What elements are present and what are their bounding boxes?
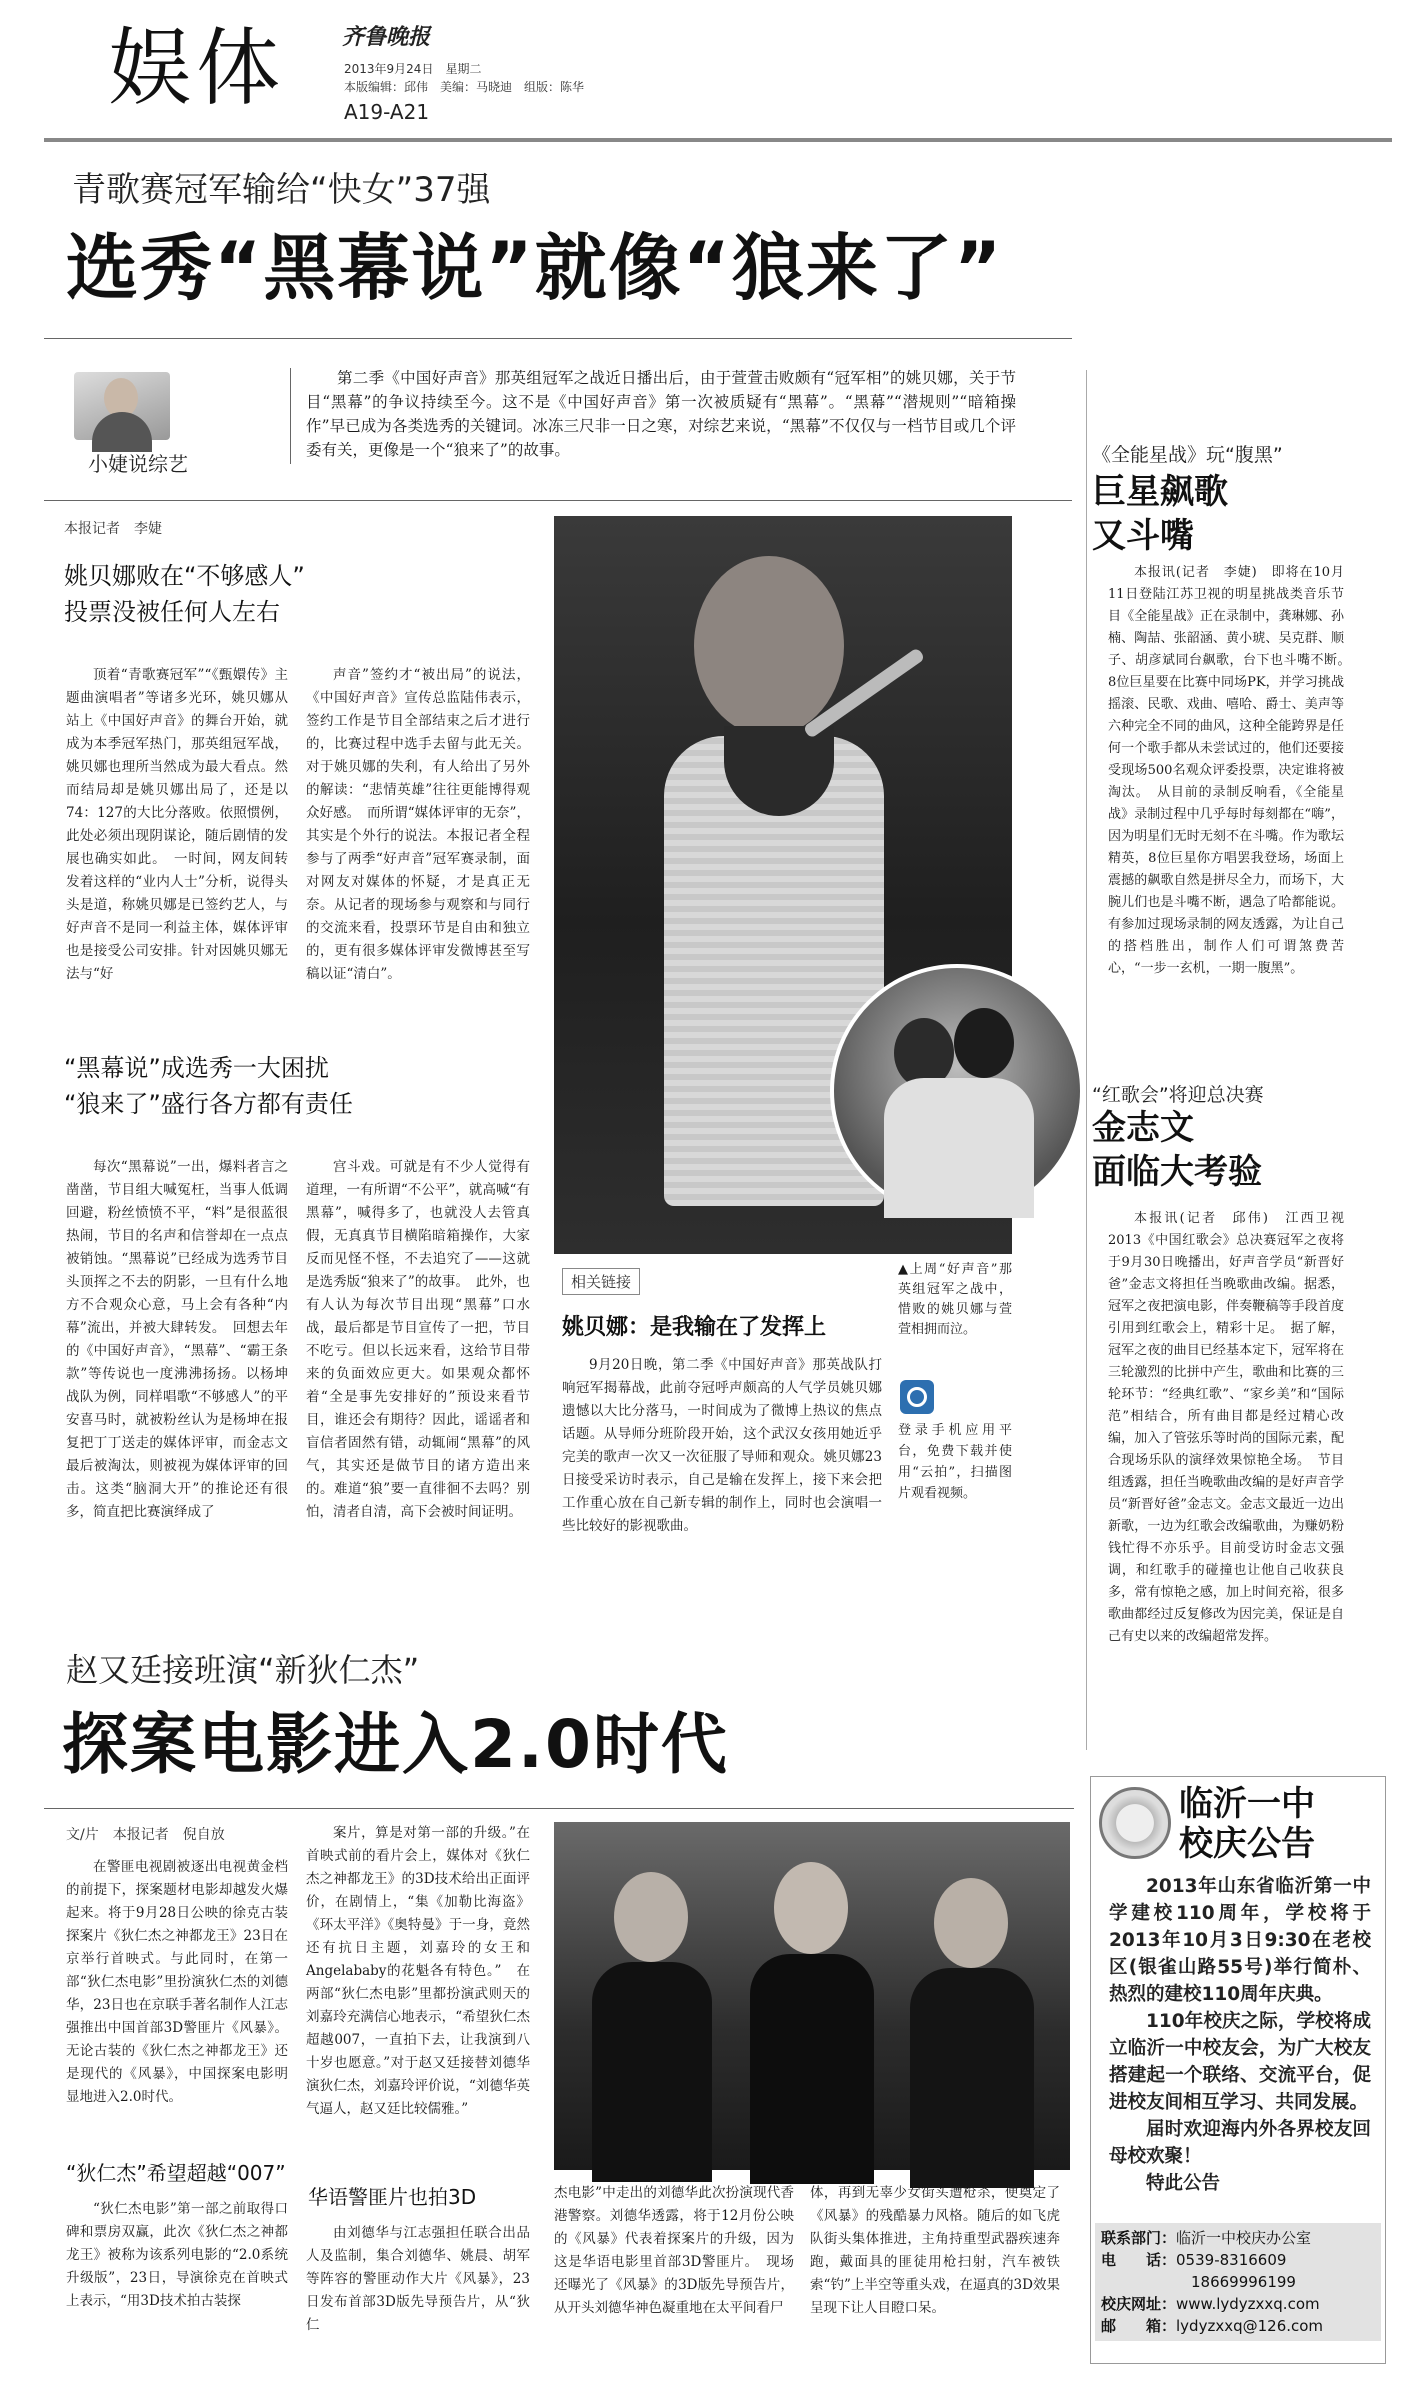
columnist-avatar (74, 372, 170, 440)
sidebar1-headline-2: 又斗嘴 (1092, 516, 1194, 556)
story1-col2-text: 声音”签约才“被出局”的说法，《中国好声音》宣传总监陆伟表示，签约工作是节目全部结束之后才进行的，比赛过程中选手去留与此无关。对于姚贝娜的失利，有人给出了另外的解读：“悲情英雄”往往更能博得观众好感。 而所谓“媒体评审的无奈”，其实是个外行的说法。本报记者全程参与了两季“好声音”冠军赛录制，面对网友对媒体的怀疑，才是真正无奈。从记者的现场参与观察和与同行的交流来看，投票环节是自由和独立的，更有很多媒体评审发微博甚至写稿以证“清白”。 (306, 667, 530, 982)
columnist-divider (290, 368, 291, 464)
web-label: 校庆网址： (1101, 2295, 1177, 2313)
cast-photo (554, 1822, 1070, 2170)
story2-headline-rule (44, 1808, 1074, 1809)
story2-col1b-text: “狄仁杰电影”第一部之前取得口碑和票房双赢，此次《狄仁杰之神都龙王》被称为该系列电影的“2.0系统升级版”，23日，导演徐克在首映式上表示，“用3D技术拍古装探 (66, 2201, 288, 2309)
story1-lead-rule (44, 500, 1072, 501)
paper-logo: 齐鲁晚报 (342, 25, 431, 50)
story1-lead-text: 第二季《中国好声音》那英组冠军之战近日播出后，由于萱萱击败颇有“冠军相”的姚贝娜，关于节目“黑幕”的争议持续至今。这不是《中国好声音》第一次被质疑有“黑幕”。“黑幕”“潜规则”“暗箱操作”早已成为各类选秀的关键词。冰冻三尺非一日之寒，对综艺来说，“黑幕”不仅仅与一档节目或几个评委有关，更像是一个“狼来了”的故事。 (306, 369, 1016, 459)
story1-byline: 本报记者 李婕 (64, 521, 162, 537)
subhead-1-line-1: 姚贝娜败在“不够感人” (64, 562, 305, 590)
tel-1: 0539-8316609 (1176, 2251, 1287, 2269)
story2-col4-text: 体，再到无辜少女街头遭枪杀，便奠定了《风暴》的残酷暴力风格。随后的如飞虎队街头集体推进，主角持重型武器疾速奔跑，戴面具的匪徒用枪扫射，汽车被铁索“钓”上半空等重头戏，在逼真的3D效果呈现下让人目瞪口呆。 (810, 2185, 1060, 2316)
subhead-2-line-2: “狼来了”盛行各方都有责任 (64, 1090, 353, 1118)
masthead-rule (44, 138, 1392, 142)
sidebar1-headline-1: 巨星飙歌 (1092, 472, 1228, 512)
sidebar1-text-body: 本报讯(记者 李婕) 即将在10月11日登陆江苏卫视的明星挑战类音乐节目《全能星战》正在录制中，龚琳娜、孙楠、陶喆、张韶涵、黄小琥、吴克群、顺子、胡彦斌同台飙歌，台下也斗嘴不断。 8位巨星要在比赛中同场PK，并学习挑战摇滚、民歌、戏曲、嘻哈、爵士、美声等六种完全不同的曲风，这种全能跨界是任何一个歌手都从未尝试过的，他们还要接受现场500名观众评委投票，决定谁将被淘汰。 从目前的录制反响看，《全能星战》录制过程中几乎每时每刻都在“嗨”，因为明星们无时无刻不在斗嘴。作为歌坛精英，8位巨星你方唱罢我登场，场面上震撼的飙歌自然是拼尽全力，而场下，大腕儿们也是斗嘴不断，遇急了哈都能说。有参加过现场录制的网友透露，为让自己的搭档胜出，制作人们可谓煞费苦心，“一步一玄机，一期一腹黑”。 (1108, 565, 1358, 976)
ad-p4: 特此公告 (1146, 2173, 1221, 2194)
app-caption (898, 1420, 1012, 1504)
photo-caption (898, 1260, 1012, 1340)
ad-title: 校庆公告 (1179, 1824, 1315, 1864)
story1-column-2 (306, 664, 530, 1056)
story2-subhead-2: 华语警匪片也拍3D (308, 2185, 477, 2209)
sidebar2-text (1108, 1208, 1344, 1738)
subhead-1-line-2: 投票没被任何人左右 (64, 598, 280, 626)
contact-value: 临沂一中校庆办公室 (1176, 2229, 1312, 2247)
story1-subhead-1 (64, 558, 534, 630)
sidebar1-headline (1092, 470, 1228, 558)
story2-byline: 文/片 本报记者 倪自放 (66, 1827, 225, 1843)
subhead-2-line-1: “黑幕说”成选秀一大困扰 (64, 1054, 329, 1082)
story2-col3-text: 杰电影”中走出的刘德华此次扮演现代香港警察。刘德华透露，将于12月份公映的《风暴》代表着探案片的升级，因为这是华语电影里首部3D警匪片。 现场还曝光了《风暴》的3D版先导预告片，从开头刘德华神色凝重地在太平间看尸 (554, 2185, 794, 2316)
editors-line: 本版编辑：邱伟 美编：马晓迪 组版：陈华 (344, 80, 585, 94)
web-link[interactable]: www.lydyzxxq.com (1176, 2295, 1320, 2313)
ad-body (1109, 1873, 1371, 2197)
ad-contact (1095, 2223, 1381, 2341)
related-link-body: 9月20日晚，第二季《中国好声音》那英战队打响冠军揭幕战，此前夺冠呼声颇高的人气学员姚贝娜遗憾以大比分落马，一时间成为了微博上热议的焦点话题。从导师分班阶段开始，这个武汉女孩用她近乎完美的歌声一次又一次征服了导师和观众。姚贝娜23日接受采访时表示，自己是输在发挥上，接下来会把工作重心放在自己新专辑的制作上，同时也会演唱一些比较好的影视歌曲。 (562, 1357, 882, 1534)
story2-col1-text: 在警匪电视剧被逐出电视黄金档的前提下，探案题材电影却越发火爆起来。将于9月28日公映的徐克古装探案片《狄仁杰之神都龙王》23日在京举行首映式。与此同时，在第一部“狄仁杰电影”里扮演狄仁杰的刘德华，23日也在京联手著名制作人江志强推出中国首部3D警匪片《风暴》。无论古装的《狄仁杰之神都龙王》还是现代的《风暴》，中国探案电影明显地进入2.0时代。 (66, 1859, 288, 2105)
mail-label: 邮 箱： (1101, 2317, 1177, 2335)
school-emblem-icon (1099, 1787, 1171, 1859)
story1-kicker: 青歌赛冠军输给“快女”37强 (72, 170, 491, 210)
story1-headline-rule (44, 338, 1072, 339)
story2-headline: 探案电影进入2.0时代 (62, 1706, 729, 1783)
story2-subhead-1: “狄仁杰”希望超越“007” (66, 2161, 286, 2185)
story2-column-1b (66, 2198, 288, 2338)
sidebar1-kicker: 《全能星战》玩“腹黑” (1092, 444, 1283, 466)
sidebar-divider (1086, 370, 1087, 1750)
related-link-title: 姚贝娜：是我输在了发挥上 (562, 1315, 827, 1340)
sidebar2-headline-2: 面临大考验 (1092, 1152, 1262, 1192)
story2-col2-text: 案片，算是对第一部的升级。”在首映式前的看片会上，媒体对《狄仁杰之神都龙王》的3D技术给出正面评价，在剧情上，“集《加勒比海盗》《环太平洋》《奥特曼》于一身，竟然还有抗日主题，刘嘉玲的女王和Angelababy的花魁各有特色。” 在两部“狄仁杰电影”里都扮演武则天的刘嘉玲充满信心地表示，“希望狄仁杰超越007，一直拍下去，让我演到八十岁也愿意。”对于赵又廷接替刘德华演狄仁杰，刘嘉玲评价说，“刘德华英气逼人，赵又廷比较儒雅。” (306, 1825, 530, 2117)
sidebar2-headline (1092, 1106, 1262, 1194)
ad-org: 临沂一中 (1179, 1784, 1315, 1824)
columnist-name: 小婕说综艺 (88, 452, 188, 476)
hug-photo (830, 964, 1084, 1218)
ad-p2: 110年校庆之际，学校将成立临沂一中校友会，为广大校友搭建起一个联络、交流平台，促进校友间相互学习、共同发展。 (1109, 2011, 1371, 2113)
app-caption-text: 登录手机应用平台，免费下载并使用“云拍”，扫描图片观看视频。 (898, 1423, 1012, 1501)
story2-kicker: 赵又廷接班演“新狄仁杰” (66, 1651, 420, 1689)
related-link-label: 相关链接 (562, 1268, 640, 1295)
story1-col4-text: 宫斗戏。可就是有不少人觉得有道理，一有所谓“不公平”，就高喊“有黑幕”，喊得多了，也就没人去管真假，无真真节目横陷暗箱操作，大家反而见怪不怪，不去追究了——这就是选秀版“狼来了”的故事。 此外，也有人认为每次节目出现“黑幕”口水战，最后都是节目宣传了一把，节目不吃亏。但以长远来看，这给节目带来的负面效应更大。如果观众都怀着“全是事先安排好的”预设来看节目，谁还会有期待？因此，谣谣者和盲信者固然有错，动辄闹“黑幕”的风气，其实还是做节目的诸方造出来的。难道“狼”要一直徘徊不去吗？别怕，清者自清，高下会被时间证明。 (306, 1159, 530, 1520)
sidebar2-text-body: 本报讯(记者 邱伟) 江西卫视2013《中国红歌会》总决赛冠军之夜将于9月30日晚播出，好声音学员“新晋好爸”金志文将担任当晚歌曲改编。据悉，冠军之夜把演电影，伴奏鞭稿等手段首度引用到红歌会上，精彩十足。 据了解，冠军之夜的曲目已经基本定下，冠军将在三轮激烈的比拼中产生，歌曲和比赛的三轮环节：“经典红歌”、“家乡美”和“国际范”相结合，所有曲目都是经过精心改编，加入了管弦乐等时尚的国际元素，配合现场乐队的演绎效果惊艳全场。 节目组透露，担任当晚歌曲改编的是好声音学员“新晋好爸”金志文。金志文最近一边出新歌，一边为红歌会改编歌曲，为赚奶粉钱忙得不亦乐乎。目前受访时金志文强调，和红歌手的碰撞也让他自己收获良多，常有惊艳之感，加上时间充裕，很多歌曲都经过反复修改为因完美，保证是自己有史以来的改编超常发挥。 (1108, 1211, 1344, 1644)
sidebar1-text (1108, 562, 1358, 1082)
contact-label: 联系部门： (1101, 2229, 1177, 2247)
story1-col1-text: 顶着“青歌赛冠军”“《甄嬛传》主题曲演唱者”等诸多光环，姚贝娜从站上《中国好声音》的舞台开始，就成为本季冠军热门，那英组冠军战，姚贝娜也理所当然成为最大看点。然而结局却是姚贝娜出局了，还是以74：127的大比分落败。依照惯例，此处必须出现阴谋论，随后剧情的发展也确实如此。 一时间，网友间转发着这样的“业内人士”分析，说得头头是道，称姚贝娜是已签约艺人，与好声音不是同一利益主体，媒体评审也是接受公司安排。针对因姚贝娜无法与“好 (66, 667, 288, 982)
story1-lead (306, 366, 1016, 462)
story2-column-4 (810, 2182, 1060, 2342)
story2-column-2 (306, 1822, 530, 2158)
sidebar2-headline-1: 金志文 (1092, 1108, 1194, 1148)
mail-link[interactable]: lydyzxxq@126.com (1176, 2317, 1324, 2335)
app-qr-icon[interactable] (900, 1380, 934, 1414)
story1-headline: 选秀“黑幕说”就像“狼来了” (66, 226, 1004, 310)
ad-p1: 2013年山东省临沂第一中学建校110周年，学校将于2013年10月3日9:30在老校区(银雀山路55号)举行简朴、热烈的建校110周年庆典。 (1109, 1876, 1371, 2005)
ad-p3: 届时欢迎海内外各界校友回母校欢聚！ (1109, 2119, 1371, 2167)
story2-column-2b (306, 2222, 530, 2338)
story2-col2b-text: 由刘德华与江志强担任联合出品人及监制，集合刘德华、姚晨、胡军等阵容的警匪动作大片《风暴》，23日发布首部3D版先导预告片，从“狄仁 (306, 2225, 530, 2333)
story1-column-4 (306, 1156, 530, 1586)
photo-caption-text: ▲上周“好声音”那英组冠军之战中，惜败的姚贝娜与萱萱相拥而泣。 (898, 1262, 1012, 1337)
story1-col3-text: 每次“黑幕说”一出，爆料者言之凿凿，节目组大喊冤枉，当事人低调回避，粉丝愤愤不平，“料”是很蓝很热闹，节目的名声和信誉却在一点点被销蚀。“黑幕说”已经成为选秀节目头顶挥之不去的阴影，一旦有什么地方不合观众心意，马上会有各种“内幕”流出，并被大肆转发。 回想去年的《中国好声音》，“黑幕”、“霸王条款”等传说也一度沸沸扬扬。以杨坤战队为例，同样唱歌“不够感人”的平安喜马时，就被粉丝认为是杨坤在报复把丁丁送走的媒体评审，而金志文最后被淘汰，则被视为媒体评审的回击。这类“脑洞大开”的推论还有很多，简直把比赛演绎成了 (66, 1159, 288, 1520)
story1-subhead-2 (64, 1050, 534, 1122)
school-ad (1090, 1776, 1386, 2364)
related-link-text (562, 1354, 882, 1594)
story1-column-1 (66, 664, 288, 1056)
tel-label: 电 话： (1101, 2251, 1177, 2269)
section-title: 娱体 (108, 19, 285, 117)
story2-column-1 (66, 1856, 288, 2152)
story2-column-3 (554, 2182, 794, 2342)
story1-column-3 (66, 1156, 288, 1586)
sidebar2-kicker: “红歌会”将迎总决赛 (1092, 1084, 1264, 1106)
page-range: A19-A21 (344, 100, 430, 124)
tel-2: 18669996199 (1191, 2273, 1296, 2291)
date-line: 2013年9月24日 星期二 (344, 62, 482, 76)
